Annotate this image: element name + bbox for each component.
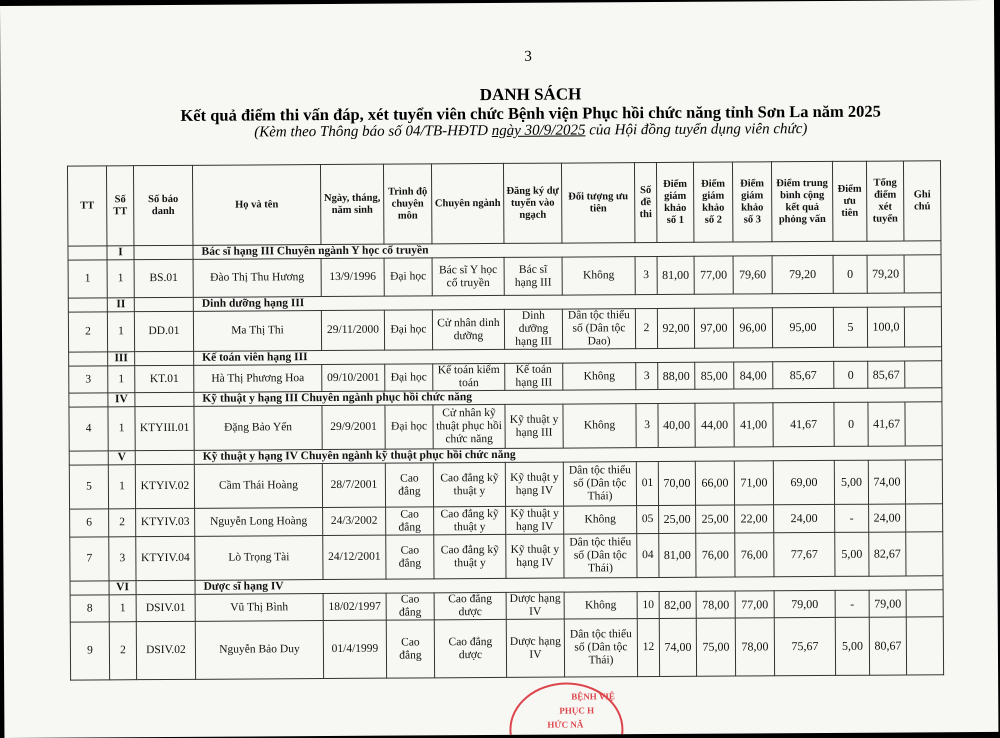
cell-doi-tuong: Không <box>564 592 637 619</box>
cell-gk1: 81,00 <box>657 256 694 294</box>
table-row <box>70 532 943 581</box>
cell-tt: 1 <box>68 260 107 298</box>
cell-gk3: 22,00 <box>735 505 774 533</box>
cell-chuyen-nganh: Cao đẳng dược <box>434 619 506 677</box>
cell-gk1: 81,00 <box>659 533 696 577</box>
cell-so-bao-danh: KTYIV.03 <box>136 508 195 536</box>
cell-gk2: 66,00 <box>695 461 734 505</box>
group-empty-cell <box>69 451 108 465</box>
cell-dang-ky: Kỹ thuật y hạng III <box>505 404 563 448</box>
header-tt: TT <box>67 166 106 246</box>
group-empty-cell <box>70 581 109 595</box>
cell-tbc: 95,00 <box>772 307 833 347</box>
group-roman: II <box>107 298 134 312</box>
table-row <box>68 307 941 352</box>
cell-uu-tien: - <box>835 504 869 532</box>
group-title: Kỹ thuật y hạng III Chuyên ngành phục hồi chức năng <box>194 388 942 407</box>
cell-doi-tuong: Dân tộc thiểu số (Dân tộc Thái) <box>564 619 637 677</box>
cell-tong: 74,00 <box>868 460 905 504</box>
cell-gk3: 41,00 <box>734 403 773 447</box>
group-empty-cell <box>68 246 107 260</box>
cell-gk1: 25,00 <box>659 505 696 533</box>
cell-gk2: 78,00 <box>696 591 735 618</box>
group-roman: I <box>107 246 134 260</box>
cell-doi-tuong: Không <box>563 363 636 390</box>
group-roman: V <box>108 451 135 465</box>
cell-tbc: 85,67 <box>773 361 834 388</box>
cell-ho-ten: Hà Thị Phương Hoa <box>194 365 322 393</box>
header-gk2: Điểm giám khảo số 2 <box>693 162 732 242</box>
cell-uu-tien: 0 <box>834 361 868 388</box>
table-row <box>70 617 943 680</box>
cell-trinh-do: Cao đẳng <box>386 507 434 535</box>
cell-trinh-do: Đại học <box>385 405 433 449</box>
cell-ho-ten: Ma Thị Thi <box>193 311 321 352</box>
cell-so-bao-danh: KTYIII.01 <box>135 406 194 450</box>
header-gk3: Điểm giám khảo số 3 <box>732 162 771 242</box>
cell-ngay-sinh: 24/3/2002 <box>323 507 386 535</box>
cell-uu-tien: 5,00 <box>835 617 869 675</box>
cell-tbc: 77,67 <box>774 532 835 576</box>
cell-tong: 85,67 <box>868 361 905 388</box>
cell-so-tt: 1 <box>108 366 135 393</box>
header-ghi-chu: Ghi chú <box>903 161 940 241</box>
cell-gk2: 25,00 <box>696 505 735 533</box>
cell-so-de: 01 <box>636 461 658 505</box>
group-roman: VI <box>109 581 136 595</box>
group-empty-cell <box>69 352 108 366</box>
header-so-tt: Số TT <box>106 166 133 246</box>
cell-tong: 100,0 <box>867 307 904 347</box>
cell-ho-ten: Đặng Bảo Yến <box>194 406 322 451</box>
cell-so-tt: 1 <box>109 595 136 622</box>
cell-chuyen-nganh: Kế toán kiểm toán <box>433 363 505 390</box>
document-title: DANH SÁCH <box>479 84 582 105</box>
cell-so-de: 05 <box>637 505 659 533</box>
cell-tbc: 24,00 <box>774 504 835 532</box>
cell-so-tt: 1 <box>107 312 134 352</box>
results-table <box>67 160 944 680</box>
cell-gk2: 76,00 <box>696 533 735 577</box>
cell-ngay-sinh: 13/9/1996 <box>321 258 384 296</box>
cell-chuyen-nganh: Cao đẳng kỹ thuật y <box>434 506 506 534</box>
header-ho-ten: Họ và tên <box>192 165 320 246</box>
cell-ghi-chu <box>905 361 942 388</box>
cell-uu-tien: 5,00 <box>835 532 869 576</box>
cell-gk2: 44,00 <box>695 403 734 447</box>
cell-so-tt: 1 <box>107 260 134 298</box>
cell-ngay-sinh: 29/9/2001 <box>322 405 385 449</box>
cell-dang-ky: Dược hạng IV <box>506 619 564 677</box>
cell-chuyen-nganh: Cử nhân kỹ thuật phục hồi chức năng <box>433 404 505 448</box>
cell-gk2: 77,00 <box>694 256 733 294</box>
group-empty-cell <box>69 393 108 407</box>
cell-ghi-chu <box>905 460 942 504</box>
table-row <box>69 460 942 509</box>
header-trinh-do: Trình độ chuyên môn <box>383 164 431 244</box>
cell-so-de: 3 <box>635 256 657 294</box>
cell-tbc: 75,67 <box>774 617 835 675</box>
cell-ngay-sinh: 09/10/2001 <box>322 364 385 391</box>
group-empty-cell <box>134 245 193 259</box>
cell-uu-tien: 0 <box>834 402 868 446</box>
cell-so-bao-danh: KTYIV.04 <box>136 536 195 580</box>
cell-so-tt: 2 <box>109 509 136 537</box>
cell-gk3: 77,00 <box>735 591 774 618</box>
cell-tbc: 79,00 <box>774 590 835 617</box>
cell-chuyen-nganh: Cao đẳng kỹ thuật y <box>434 534 506 578</box>
cell-so-bao-danh: BS.01 <box>134 259 193 297</box>
cell-ngay-sinh: 01/4/1999 <box>323 620 386 678</box>
cell-uu-tien: - <box>835 590 869 617</box>
group-title: Dinh dưỡng hạng III <box>193 293 941 312</box>
cell-uu-tien: 0 <box>833 255 867 293</box>
cell-so-tt: 1 <box>108 465 135 509</box>
header-dang-ky: Đăng ký dự tuyển vào ngạch <box>503 163 561 243</box>
cell-so-bao-danh: DSIV.02 <box>136 621 195 679</box>
cell-gk2: 75,00 <box>696 618 735 676</box>
header-tong: Tổng điểm xét tuyển <box>866 161 903 241</box>
cell-ho-ten: Cầm Thái Hoàng <box>194 464 322 509</box>
cell-so-tt: 1 <box>108 407 135 451</box>
cell-gk3: 76,00 <box>735 533 774 577</box>
cell-ngay-sinh: 29/11/2000 <box>321 310 384 350</box>
group-title: Dược sĩ hạng IV <box>195 576 943 595</box>
cell-so-de: 12 <box>637 618 659 676</box>
cell-ho-ten: Đào Thị Thu Hương <box>193 259 321 298</box>
note-prefix: (Kèm theo Thông báo số 04/TB-HĐTD <box>254 122 492 141</box>
cell-ghi-chu <box>906 590 943 617</box>
cell-gk3: 96,00 <box>733 308 772 348</box>
cell-ghi-chu <box>906 504 943 532</box>
cell-ngay-sinh: 28/7/2001 <box>322 463 385 507</box>
note-suffix: của Hội đồng tuyển dụng viên chức) <box>585 121 808 139</box>
cell-gk2: 97,00 <box>694 308 733 348</box>
cell-ngay-sinh: 18/02/1997 <box>323 593 386 620</box>
group-roman: III <box>108 352 135 366</box>
cell-doi-tuong: Không <box>562 257 635 295</box>
cell-so-bao-danh: KTYIV.02 <box>135 464 194 508</box>
cell-trinh-do: Đại học <box>384 258 432 296</box>
header-uu-tien: Điểm ưu tiên <box>832 161 866 241</box>
cell-ngay-sinh: 24/12/2001 <box>323 535 386 579</box>
group-empty-cell <box>68 298 107 312</box>
cell-trinh-do: Đại học <box>384 310 432 350</box>
cell-gk3: 71,00 <box>734 461 773 505</box>
seal-line-3: HỨC NĂ <box>547 719 584 730</box>
cell-ho-ten: Nguyễn Bảo Duy <box>195 621 323 680</box>
cell-gk1: 92,00 <box>657 308 694 348</box>
header-doi-tuong: Đối tượng ưu tiên <box>561 163 634 243</box>
header-so-bao-danh: Số báo danh <box>133 165 192 245</box>
cell-ghi-chu <box>904 255 941 293</box>
cell-tt: 4 <box>69 407 108 451</box>
cell-doi-tuong: Dân tộc thiểu số (Dân tộc Thái) <box>564 534 637 578</box>
cell-dang-ky: Bác sĩ hạng III <box>504 257 562 295</box>
table-row <box>69 402 942 451</box>
cell-doi-tuong: Dân tộc thiểu số (Dân tộc Dao) <box>562 309 635 349</box>
cell-gk1: 82,00 <box>659 591 696 618</box>
cell-tt: 5 <box>69 465 108 509</box>
cell-gk3: 78,00 <box>735 618 774 676</box>
cell-gk3: 79,60 <box>733 256 772 294</box>
cell-dang-ky: Kỹ thuật y hạng IV <box>506 506 564 534</box>
cell-gk2: 85,00 <box>695 362 734 389</box>
cell-gk1: 40,00 <box>658 403 695 447</box>
cell-so-tt: 3 <box>109 537 136 581</box>
cell-trinh-do: Cao đẳng <box>386 593 434 620</box>
table-row <box>68 255 941 298</box>
cell-tt: 3 <box>69 366 108 393</box>
cell-doi-tuong: Dân tộc thiểu số (Dân tộc Thái) <box>563 462 636 506</box>
cell-doi-tuong: Không <box>564 506 637 534</box>
group-roman: IV <box>108 393 135 407</box>
cell-so-bao-danh: DSIV.01 <box>136 594 195 621</box>
cell-tong: 80,67 <box>869 617 906 675</box>
cell-dang-ky: Kỹ thuật y hạng IV <box>505 462 563 506</box>
cell-ghi-chu <box>904 307 941 347</box>
group-empty-cell <box>136 580 195 594</box>
cell-trinh-do: Cao đẳng <box>386 535 434 579</box>
cell-gk3: 84,00 <box>734 362 773 389</box>
group-empty-cell <box>135 392 194 406</box>
cell-trinh-do: Cao đẳng <box>385 463 433 507</box>
cell-so-bao-danh: DD.01 <box>134 311 193 351</box>
header-ngay-sinh: Ngày, tháng, năm sinh <box>320 164 383 244</box>
group-title: Kế toán viên hạng III <box>194 347 942 366</box>
cell-gk1: 74,00 <box>659 618 696 676</box>
cell-gk1: 88,00 <box>658 362 695 389</box>
seal-line-1: BỆNH VIỆ <box>571 691 615 702</box>
cell-tong: 41,67 <box>868 402 905 446</box>
note-date: ngày 30/9/2025 <box>491 122 586 139</box>
document-subtitle: Kết quả điểm thi vấn đáp, xét tuyển viên chức Bệnh viện Phục hồi chức năng tỉnh Sơn La năm 2025 <box>180 101 881 125</box>
group-title: Bác sĩ hạng III Chuyên ngành Y học cổ truyền <box>193 241 941 260</box>
cell-dang-ky: Dinh dưỡng hạng III <box>504 309 562 349</box>
cell-so-de: 04 <box>637 533 659 577</box>
cell-so-de: 10 <box>637 591 659 618</box>
table-header-row <box>67 161 940 246</box>
cell-tt: 9 <box>70 622 109 680</box>
cell-tbc: 69,00 <box>773 460 834 504</box>
cell-uu-tien: 5,00 <box>834 460 868 504</box>
seal-line-2: PHỤC H <box>559 705 595 716</box>
cell-ghi-chu <box>906 617 943 675</box>
group-title: Kỹ thuật y hạng IV Chuyên ngành kỹ thuật phục hồi chức năng <box>194 446 942 465</box>
cell-chuyen-nganh: Cử nhân dinh dưỡng <box>432 309 504 349</box>
page-number: 3 <box>524 48 532 65</box>
group-empty-cell <box>135 450 194 464</box>
cell-so-de: 2 <box>635 308 657 348</box>
cell-ho-ten: Nguyễn Long Hoàng <box>195 508 323 537</box>
cell-chuyen-nganh: Cao đẳng kỹ thuật y <box>433 462 505 506</box>
cell-doi-tuong: Không <box>563 404 636 448</box>
cell-so-tt: 2 <box>109 622 136 680</box>
cell-ho-ten: Vũ Thị Bình <box>195 594 323 622</box>
cell-tbc: 41,67 <box>773 402 834 446</box>
cell-dang-ky: Kế toán hạng III <box>505 363 563 390</box>
cell-trinh-do: Cao đẳng <box>386 620 434 678</box>
header-gk1: Điểm giám khảo số 1 <box>656 162 693 242</box>
cell-gk1: 70,00 <box>658 461 695 505</box>
cell-dang-ky: Dược hạng IV <box>506 592 564 619</box>
cell-tbc: 79,20 <box>772 255 833 293</box>
cell-tt: 8 <box>70 595 109 622</box>
cell-ghi-chu <box>905 402 942 446</box>
cell-ho-ten: Lò Trọng Tài <box>195 536 323 581</box>
cell-tt: 2 <box>68 312 107 352</box>
cell-dang-ky: Kỹ thuật y hạng IV <box>506 534 564 578</box>
cell-chuyen-nganh: Cao đẳng dược <box>434 592 506 619</box>
cell-tong: 79,20 <box>867 255 904 293</box>
header-tbc: Điểm trung bình cộng kết quả phỏng vấn <box>771 161 832 241</box>
cell-tong: 82,67 <box>869 532 906 576</box>
cell-so-bao-danh: KT.01 <box>135 365 194 392</box>
cell-trinh-do: Đại học <box>385 364 433 391</box>
group-empty-cell <box>135 351 194 365</box>
cell-so-de: 3 <box>636 403 658 447</box>
group-empty-cell <box>134 297 193 311</box>
cell-ghi-chu <box>906 532 943 576</box>
header-so-de: Số đề thi <box>634 162 656 242</box>
cell-so-de: 3 <box>636 362 658 389</box>
cell-tong: 24,00 <box>869 504 906 532</box>
cell-tong: 79,00 <box>869 590 906 617</box>
official-seal <box>509 682 624 738</box>
header-chuyen-nganh: Chuyên ngành <box>431 163 503 243</box>
cell-tt: 6 <box>70 509 109 537</box>
cell-uu-tien: 5 <box>833 307 867 347</box>
cell-chuyen-nganh: Bác sĩ Y học cổ truyền <box>432 257 504 295</box>
cell-tt: 7 <box>70 537 109 581</box>
